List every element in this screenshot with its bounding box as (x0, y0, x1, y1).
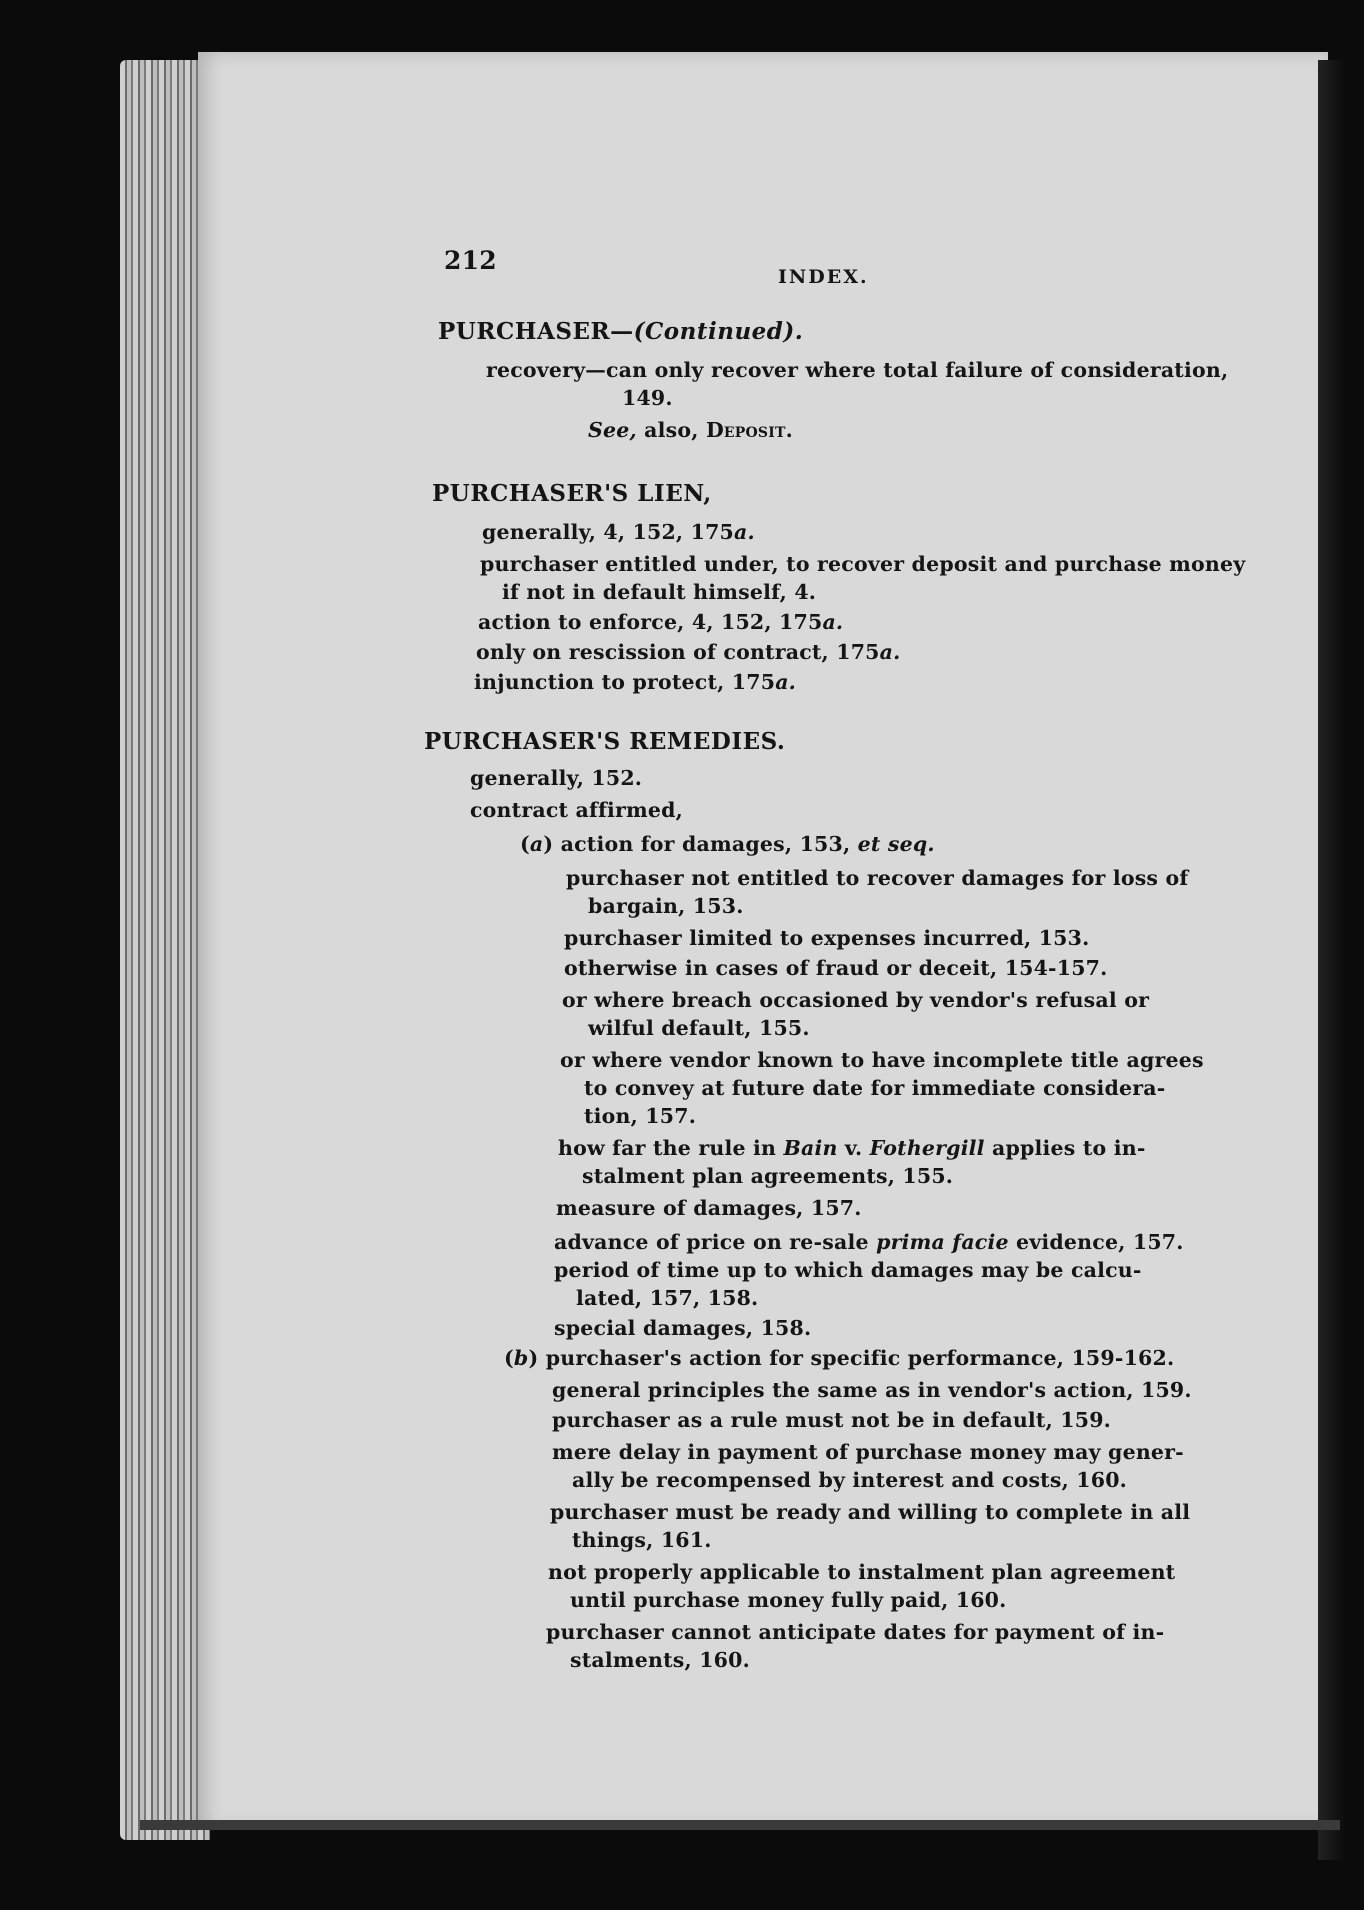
index-entry: purchaser must be ready and willing to complete in all (550, 1500, 1191, 1524)
index-entry: otherwise in cases of fraud or deceit, 154-157. (564, 956, 1108, 980)
index-entry: ally be recompensed by interest and costs, 160. (572, 1468, 1127, 1492)
index-entry: how far the rule in Bain v. Fothergill applies to in- (558, 1136, 1146, 1160)
index-entry: lated, 157, 158. (576, 1286, 759, 1310)
index-entry: stalments, 160. (570, 1648, 750, 1672)
section-heading: PURCHASER'S REMEDIES. (424, 728, 786, 755)
index-entry: 149. (622, 386, 673, 410)
index-entry: bargain, 153. (588, 894, 744, 918)
index-entry: general principles the same as in vendor's action, 159. (552, 1378, 1192, 1402)
index-entry: purchaser as a rule must not be in default, 159. (552, 1408, 1111, 1432)
index-entry: period of time up to which damages may be calcu- (554, 1258, 1142, 1282)
index-entry: special damages, 158. (554, 1316, 812, 1340)
index-entry: if not in default himself, 4. (502, 580, 817, 604)
index-entry: purchaser cannot anticipate dates for payment of in- (546, 1620, 1165, 1644)
index-entry: recovery—can only recover where total failure of consideration, (486, 358, 1229, 382)
index-entry: (b) purchaser's action for specific performance, 159-162. (504, 1346, 1175, 1370)
section-heading-suffix: (Continued). (633, 318, 804, 345)
index-entry: purchaser entitled under, to recover deposit and purchase money (480, 552, 1246, 576)
index-entry: to convey at future date for immediate considera- (584, 1076, 1166, 1100)
index-entry: tion, 157. (584, 1104, 697, 1128)
index-entry: generally, 4, 152, 175a. (482, 520, 755, 544)
index-entry: (a) action for damages, 153, et seq. (520, 832, 935, 856)
index-entry: mere delay in payment of purchase money may gener- (552, 1440, 1184, 1464)
index-entry: or where breach occasioned by vendor's refusal or (562, 988, 1150, 1012)
index-entry: purchaser limited to expenses incurred, 153. (564, 926, 1090, 950)
page-edges (120, 60, 210, 1840)
running-title: INDEX. (778, 266, 869, 288)
index-entry: advance of price on re-sale prima facie evidence, 157. (554, 1230, 1184, 1254)
section-heading: PURCHASER'S LIEN, (432, 480, 712, 507)
index-entry: stalment plan agreements, 155. (582, 1164, 954, 1188)
index-entry: not properly applicable to instalment plan agreement (548, 1560, 1176, 1584)
page-number: 212 (444, 246, 497, 275)
index-entry: or where vendor known to have incomplete title agrees (560, 1048, 1204, 1072)
index-entry: only on rescission of contract, 175a. (476, 640, 901, 664)
index-entry: until purchase money fully paid, 160. (570, 1588, 1007, 1612)
index-entry: wilful default, 155. (588, 1016, 810, 1040)
index-entry: See, also, Deposit. (588, 418, 793, 442)
page-bottom-edge (140, 1820, 1340, 1830)
index-entry: things, 161. (572, 1528, 712, 1552)
index-entry: injunction to protect, 175a. (474, 670, 797, 694)
index-entry: purchaser not entitled to recover damages for loss of (566, 866, 1189, 890)
section-heading (438, 318, 803, 345)
index-entry: generally, 152. (470, 766, 643, 790)
section-heading-text: PURCHASER— (438, 318, 634, 345)
page-gutter-shadow (1318, 60, 1364, 1860)
index-entry: measure of damages, 157. (556, 1196, 862, 1220)
index-entry: action to enforce, 4, 152, 175a. (478, 610, 844, 634)
index-entry: contract affirmed, (470, 798, 684, 822)
